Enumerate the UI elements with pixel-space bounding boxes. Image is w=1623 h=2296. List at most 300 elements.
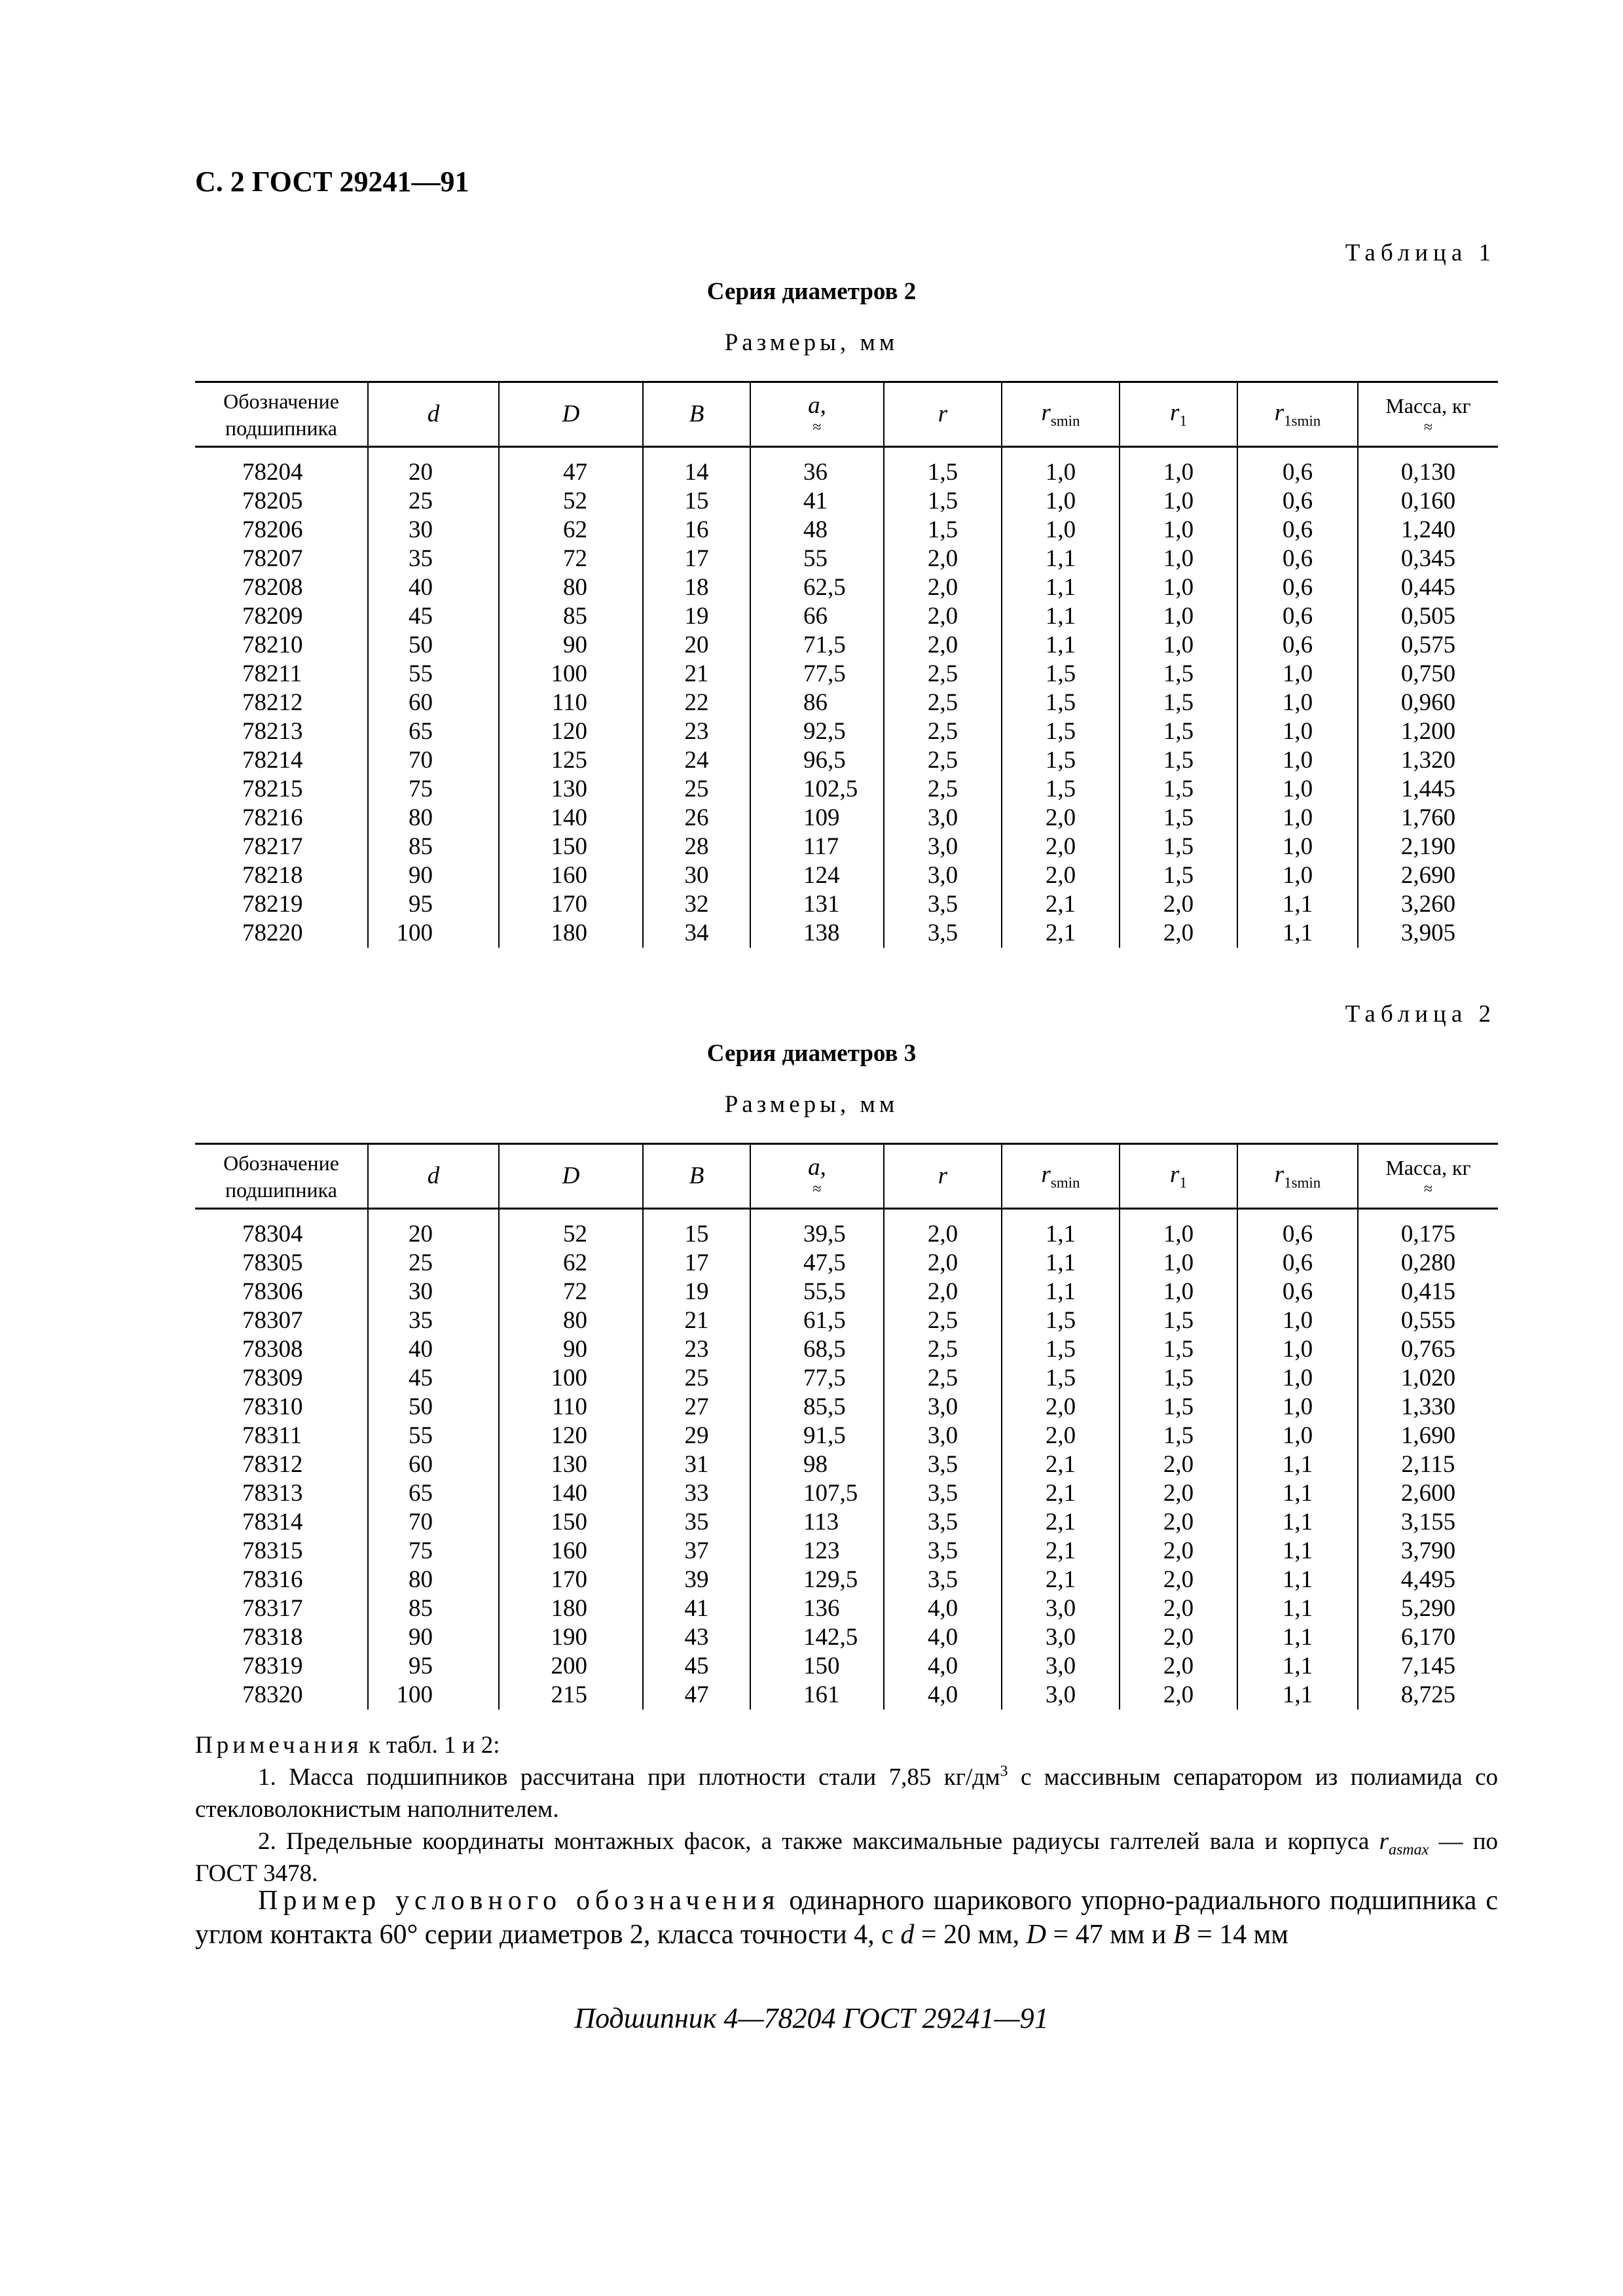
table-cell: 2,0 bbox=[1002, 1422, 1120, 1450]
table-cell: 2,0 bbox=[884, 573, 1002, 602]
table-cell: 47 bbox=[499, 447, 643, 488]
table-cell: 124 bbox=[750, 861, 884, 890]
table-cell: 200 bbox=[499, 1652, 643, 1681]
table-cell: 150 bbox=[750, 1652, 884, 1681]
table-cell: 1,1 bbox=[1237, 1537, 1358, 1566]
table-cell: 78312 bbox=[242, 1451, 303, 1478]
table-cell: 0,960 bbox=[1358, 689, 1498, 717]
table-cell: 65 bbox=[368, 717, 499, 746]
table-cell: 3,0 bbox=[1002, 1623, 1120, 1652]
table-cell: 4,0 bbox=[884, 1652, 1002, 1681]
table-cell: 2,1 bbox=[1002, 1479, 1120, 1508]
table-cell: 78217 bbox=[242, 833, 303, 860]
column-header bbox=[1358, 382, 1498, 447]
table-cell: 78204 bbox=[242, 459, 303, 486]
table-cell: 110 bbox=[499, 689, 643, 717]
column-header bbox=[368, 382, 499, 447]
table-cell: 78313 bbox=[242, 1480, 303, 1507]
table-cell: 3,5 bbox=[884, 1450, 1002, 1479]
table-cell: 71,5 bbox=[750, 631, 884, 660]
table-cell: 170 bbox=[499, 1566, 643, 1594]
table-cell: 1,5 bbox=[1002, 717, 1120, 746]
table-cell: 140 bbox=[499, 804, 643, 833]
table-cell: 1,760 bbox=[1358, 804, 1498, 833]
table-cell: 60 bbox=[368, 1450, 499, 1479]
table-cell: 3,5 bbox=[884, 1537, 1002, 1566]
table-cell: 2,0 bbox=[884, 631, 1002, 660]
table-row bbox=[195, 487, 1498, 516]
table-cell: 2,1 bbox=[1002, 890, 1120, 919]
table-cell: 1,0 bbox=[1237, 1393, 1358, 1422]
column-header bbox=[750, 1144, 884, 1209]
table-cell: 2,0 bbox=[1120, 919, 1237, 948]
table-cell: 2,5 bbox=[884, 717, 1002, 746]
column-header bbox=[368, 1144, 499, 1209]
table-cell: 0,765 bbox=[1358, 1335, 1498, 1364]
example-lead: Пример условного обозначения bbox=[258, 1886, 780, 1916]
table-cell: 62 bbox=[499, 1249, 643, 1278]
table-cell: 70 bbox=[368, 1508, 499, 1537]
table-cell: 95 bbox=[368, 1652, 499, 1681]
table-cell: 47,5 bbox=[750, 1249, 884, 1278]
column-header-symbol: r bbox=[1041, 1160, 1051, 1188]
table-cell: 40 bbox=[368, 1335, 499, 1364]
table-cell: 72 bbox=[499, 1278, 643, 1306]
column-header-symbol: a, bbox=[808, 1153, 826, 1181]
table-cell: 0,6 bbox=[1237, 573, 1358, 602]
table-row bbox=[195, 1594, 1498, 1623]
table-cell: 2,1 bbox=[1002, 919, 1120, 948]
table-cell: 1,5 bbox=[1002, 746, 1120, 775]
table-cell: 1,5 bbox=[1120, 1422, 1237, 1450]
table-cell: 61,5 bbox=[750, 1306, 884, 1335]
table-cell: 78205 bbox=[242, 488, 303, 514]
table-cell: 1,020 bbox=[1358, 1364, 1498, 1393]
table-cell: 2,0 bbox=[884, 1209, 1002, 1249]
table-cell: 27 bbox=[643, 1393, 750, 1422]
table-cell: 1,0 bbox=[1237, 861, 1358, 890]
table-cell: 1,0 bbox=[1120, 487, 1237, 516]
column-header-approx: ≈ bbox=[812, 419, 822, 437]
column-header-symbol: r bbox=[938, 1162, 948, 1190]
table-cell: 129,5 bbox=[750, 1566, 884, 1594]
table-cell: 0,6 bbox=[1237, 447, 1358, 488]
table-cell: 1,0 bbox=[1237, 660, 1358, 689]
table-cell: 1,0 bbox=[1237, 746, 1358, 775]
table-cell: 109 bbox=[750, 804, 884, 833]
table-cell: 35 bbox=[368, 1306, 499, 1335]
table-cell: 15 bbox=[643, 487, 750, 516]
table-cell: 1,0 bbox=[1120, 516, 1237, 545]
table-cell: 2,0 bbox=[1120, 1508, 1237, 1537]
table-cell: 3,0 bbox=[1002, 1681, 1120, 1710]
table-cell: 35 bbox=[368, 545, 499, 573]
table-cell: 78309 bbox=[242, 1365, 303, 1391]
table-cell: 75 bbox=[368, 1537, 499, 1566]
table-cell: 68,5 bbox=[750, 1335, 884, 1364]
table-row bbox=[195, 1209, 1498, 1249]
table-cell: 3,5 bbox=[884, 1508, 1002, 1537]
table-row bbox=[195, 1537, 1498, 1566]
table-cell: 1,5 bbox=[884, 487, 1002, 516]
table-cell: 25 bbox=[368, 487, 499, 516]
table-cell: 2,115 bbox=[1358, 1450, 1498, 1479]
table-cell: 78304 bbox=[242, 1221, 303, 1247]
table2-subtitle: Размеры, мм bbox=[724, 1091, 899, 1118]
table-cell: 180 bbox=[499, 919, 643, 948]
column-header-subscript: 1 bbox=[1179, 1174, 1187, 1191]
table-cell: 15 bbox=[643, 1209, 750, 1249]
table-cell: 1,5 bbox=[1120, 804, 1237, 833]
column-header-symbol: r bbox=[1274, 1160, 1285, 1188]
column-header-symbol: D bbox=[562, 1162, 580, 1190]
table-cell: 1,0 bbox=[1002, 487, 1120, 516]
table-cell: 1,1 bbox=[1237, 1566, 1358, 1594]
table-cell: 20 bbox=[368, 1209, 499, 1249]
table-cell: 19 bbox=[643, 1278, 750, 1306]
table-cell: 2,0 bbox=[1120, 1537, 1237, 1566]
table-cell: 123 bbox=[750, 1537, 884, 1566]
column-header bbox=[1120, 1144, 1237, 1209]
table-cell: 32 bbox=[643, 890, 750, 919]
column-header bbox=[1237, 1144, 1358, 1209]
table-cell: 0,415 bbox=[1358, 1278, 1498, 1306]
table-cell: 6,170 bbox=[1358, 1623, 1498, 1652]
table-row bbox=[195, 1422, 1498, 1450]
table-cell: 50 bbox=[368, 631, 499, 660]
table-row bbox=[195, 602, 1498, 631]
column-header-symbol: r bbox=[1274, 399, 1285, 426]
table-cell: 1,5 bbox=[1120, 689, 1237, 717]
note-2: 2. Предельные координаты монтажных фасок, а также максимальные радиусы галтелей вала и корпуса $r_{asmax}$ — по ГОСТ 3478. bbox=[195, 1828, 1499, 1887]
table-cell: 180 bbox=[499, 1594, 643, 1623]
table-cell: 52 bbox=[499, 1209, 643, 1249]
table-cell: 1,0 bbox=[1002, 447, 1120, 488]
column-header-symbol: D bbox=[562, 401, 580, 428]
column-header-name: Масса, кг bbox=[1385, 393, 1471, 418]
table-cell: 2,1 bbox=[1002, 1566, 1120, 1594]
table-row bbox=[195, 1249, 1498, 1278]
table-cell: 1,1 bbox=[1002, 631, 1120, 660]
table-row bbox=[195, 1508, 1498, 1537]
table-row bbox=[195, 1278, 1498, 1306]
table-cell: 78311 bbox=[242, 1422, 302, 1449]
table-cell: 1,0 bbox=[1237, 804, 1358, 833]
table-cell: 131 bbox=[750, 890, 884, 919]
table-cell: 0,345 bbox=[1358, 545, 1498, 573]
table-cell: 0,160 bbox=[1358, 487, 1498, 516]
table-cell: 2,600 bbox=[1358, 1479, 1498, 1508]
column-header-symbol: B bbox=[689, 401, 704, 428]
column-header-approx: ≈ bbox=[1423, 419, 1433, 437]
table-cell: 78310 bbox=[242, 1393, 303, 1420]
table-cell: 2,5 bbox=[884, 1306, 1002, 1335]
table-cell: 1,0 bbox=[1002, 516, 1120, 545]
table-cell: 130 bbox=[499, 775, 643, 804]
table-row bbox=[195, 804, 1498, 833]
table-cell: 1,1 bbox=[1002, 1278, 1120, 1306]
column-header-symbol: B bbox=[689, 1162, 704, 1190]
table-cell: 55,5 bbox=[750, 1278, 884, 1306]
table-cell: 1,0 bbox=[1120, 1278, 1237, 1306]
table-cell: 3,0 bbox=[884, 1393, 1002, 1422]
table-cell: 0,445 bbox=[1358, 573, 1498, 602]
table-cell: 0,575 bbox=[1358, 631, 1498, 660]
table-cell: 0,6 bbox=[1237, 516, 1358, 545]
table-cell: 62 bbox=[499, 516, 643, 545]
table-cell: 33 bbox=[643, 1479, 750, 1508]
table-row bbox=[195, 1681, 1498, 1710]
table-cell: 107,5 bbox=[750, 1479, 884, 1508]
table-cell: 0,505 bbox=[1358, 602, 1498, 631]
table-cell: 3,790 bbox=[1358, 1537, 1498, 1566]
table-cell: 22 bbox=[643, 689, 750, 717]
column-header bbox=[195, 1144, 368, 1209]
table-cell: 1,0 bbox=[1120, 631, 1237, 660]
table-cell: 90 bbox=[499, 1335, 643, 1364]
column-header bbox=[1358, 1144, 1498, 1209]
table-row bbox=[195, 516, 1498, 545]
table-cell: 90 bbox=[368, 1623, 499, 1652]
table-cell: 1,1 bbox=[1237, 1508, 1358, 1537]
table-cell: 2,0 bbox=[1120, 890, 1237, 919]
table-row bbox=[195, 1652, 1498, 1681]
table-cell: 90 bbox=[499, 631, 643, 660]
table-cell: 78316 bbox=[242, 1566, 303, 1593]
table-cell: 55 bbox=[368, 1422, 499, 1450]
table-cell: 0,750 bbox=[1358, 660, 1498, 689]
notes-heading: Примечания bbox=[195, 1732, 363, 1759]
table-row bbox=[195, 890, 1498, 919]
table-cell: 1,320 bbox=[1358, 746, 1498, 775]
table-cell: 40 bbox=[368, 573, 499, 602]
table-cell: 1,0 bbox=[1120, 573, 1237, 602]
table-cell: 0,175 bbox=[1358, 1209, 1498, 1249]
table-cell: 80 bbox=[368, 804, 499, 833]
table-cell: 140 bbox=[499, 1479, 643, 1508]
column-header-subscript: 1 bbox=[1179, 412, 1187, 429]
table-cell: 1,1 bbox=[1002, 1209, 1120, 1249]
table-cell: 2,0 bbox=[1120, 1594, 1237, 1623]
table-cell: 215 bbox=[499, 1681, 643, 1710]
table2-label: Таблица 2 bbox=[1345, 1001, 1496, 1028]
table-cell: 8,725 bbox=[1358, 1681, 1498, 1710]
table-cell: 160 bbox=[499, 861, 643, 890]
table-cell: 190 bbox=[499, 1623, 643, 1652]
table-cell: 100 bbox=[368, 919, 499, 948]
table-cell: 1,0 bbox=[1120, 447, 1237, 488]
page-header: С. 2 ГОСТ 29241—91 bbox=[195, 166, 469, 198]
table-cell: 1,0 bbox=[1237, 689, 1358, 717]
table1-title: Серия диаметров 2 bbox=[706, 278, 917, 305]
table-row bbox=[195, 660, 1498, 689]
table-cell: 43 bbox=[643, 1623, 750, 1652]
table-cell: 47 bbox=[643, 1681, 750, 1710]
table-cell: 1,445 bbox=[1358, 775, 1498, 804]
table-row bbox=[195, 1450, 1498, 1479]
column-header bbox=[1002, 382, 1120, 447]
table-cell: 4,0 bbox=[884, 1594, 1002, 1623]
column-header-name: Масса, кг bbox=[1385, 1155, 1471, 1179]
table-cell: 26 bbox=[643, 804, 750, 833]
table-cell: 3,0 bbox=[884, 861, 1002, 890]
table-cell: 78314 bbox=[242, 1509, 303, 1535]
table-cell: 2,5 bbox=[884, 746, 1002, 775]
table-cell: 60 bbox=[368, 689, 499, 717]
table-cell: 28 bbox=[643, 833, 750, 861]
table-row bbox=[195, 631, 1498, 660]
table-row bbox=[195, 1364, 1498, 1393]
table-cell: 1,200 bbox=[1358, 717, 1498, 746]
table-cell: 78218 bbox=[242, 862, 303, 889]
table-cell: 1,5 bbox=[1120, 1335, 1237, 1364]
table-cell: 48 bbox=[750, 516, 884, 545]
table-cell: 78216 bbox=[242, 804, 303, 831]
table-cell: 77,5 bbox=[750, 660, 884, 689]
table-cell: 1,5 bbox=[884, 447, 1002, 488]
table-cell: 78319 bbox=[242, 1653, 303, 1679]
table-cell: 130 bbox=[499, 1450, 643, 1479]
table-cell: 2,0 bbox=[1002, 833, 1120, 861]
table-cell: 3,0 bbox=[884, 833, 1002, 861]
table-cell: 1,0 bbox=[1120, 1249, 1237, 1278]
table-cell: 78318 bbox=[242, 1624, 303, 1651]
table-cell: 86 bbox=[750, 689, 884, 717]
table-cell: 1,5 bbox=[1002, 689, 1120, 717]
table-cell: 62,5 bbox=[750, 573, 884, 602]
table-cell: 1,5 bbox=[1002, 1364, 1120, 1393]
table-cell: 1,0 bbox=[1237, 775, 1358, 804]
table-cell: 78213 bbox=[242, 718, 303, 745]
table-cell: 2,1 bbox=[1002, 1450, 1120, 1479]
table-cell: 80 bbox=[499, 573, 643, 602]
table-cell: 161 bbox=[750, 1681, 884, 1710]
table-cell: 45 bbox=[368, 602, 499, 631]
table-cell: 1,5 bbox=[1120, 717, 1237, 746]
table-cell: 92,5 bbox=[750, 717, 884, 746]
table-cell: 0,555 bbox=[1358, 1306, 1498, 1335]
table-cell: 1,690 bbox=[1358, 1422, 1498, 1450]
table-row bbox=[195, 1566, 1498, 1594]
table-cell: 78315 bbox=[242, 1537, 303, 1564]
table-cell: 142,5 bbox=[750, 1623, 884, 1652]
table-cell: 1,330 bbox=[1358, 1393, 1498, 1422]
table-cell: 100 bbox=[499, 660, 643, 689]
table-cell: 17 bbox=[643, 1249, 750, 1278]
column-header bbox=[884, 1144, 1002, 1209]
column-header bbox=[1120, 382, 1237, 447]
table-cell: 2,0 bbox=[884, 1278, 1002, 1306]
table-cell: 1,5 bbox=[1120, 775, 1237, 804]
table-cell: 72 bbox=[499, 545, 643, 573]
table-cell: 3,260 bbox=[1358, 890, 1498, 919]
table-cell: 1,1 bbox=[1237, 1681, 1358, 1710]
table-cell: 2,0 bbox=[1002, 1393, 1120, 1422]
table-cell: 75 bbox=[368, 775, 499, 804]
table-cell: 78306 bbox=[242, 1278, 303, 1305]
table-cell: 150 bbox=[499, 833, 643, 861]
table-cell: 35 bbox=[643, 1508, 750, 1537]
table-row bbox=[195, 746, 1498, 775]
example-designation: Подшипник 4—78204 ГОСТ 29241—91 bbox=[574, 2002, 1049, 2034]
table1-subtitle: Размеры, мм bbox=[724, 329, 899, 356]
notes-heading-rest: к табл. 1 и 2: bbox=[368, 1732, 500, 1759]
table-cell: 1,1 bbox=[1237, 919, 1358, 948]
column-header-symbol: d bbox=[427, 1162, 440, 1190]
table-cell: 120 bbox=[499, 1422, 643, 1450]
table-cell: 30 bbox=[368, 516, 499, 545]
table-cell: 0,6 bbox=[1237, 1278, 1358, 1306]
table-cell: 125 bbox=[499, 746, 643, 775]
table-cell: 34 bbox=[643, 919, 750, 948]
table-cell: 2,0 bbox=[1120, 1479, 1237, 1508]
table-cell: 4,0 bbox=[884, 1681, 1002, 1710]
table-cell: 78219 bbox=[242, 891, 303, 918]
table-cell: 55 bbox=[368, 660, 499, 689]
table-cell: 2,690 bbox=[1358, 861, 1498, 890]
table-row bbox=[195, 689, 1498, 717]
table-cell: 17 bbox=[643, 545, 750, 573]
table-cell: 2,1 bbox=[1002, 1537, 1120, 1566]
column-header bbox=[1002, 1144, 1120, 1209]
table-cell: 1,1 bbox=[1237, 890, 1358, 919]
table-cell: 4,0 bbox=[884, 1623, 1002, 1652]
table-cell: 3,0 bbox=[884, 804, 1002, 833]
table-cell: 41 bbox=[750, 487, 884, 516]
table-cell: 78320 bbox=[242, 1681, 303, 1708]
table-row bbox=[195, 919, 1498, 948]
table-row bbox=[195, 545, 1498, 573]
table-cell: 1,5 bbox=[1120, 833, 1237, 861]
table-cell: 78215 bbox=[242, 776, 303, 802]
table-cell: 78212 bbox=[242, 689, 303, 716]
table-cell: 1,1 bbox=[1002, 1249, 1120, 1278]
table-cell: 1,0 bbox=[1120, 602, 1237, 631]
column-header bbox=[195, 382, 368, 447]
table-cell: 1,0 bbox=[1237, 1422, 1358, 1450]
table-cell: 78207 bbox=[242, 545, 303, 572]
table-cell: 1,5 bbox=[1002, 1306, 1120, 1335]
table-cell: 14 bbox=[643, 447, 750, 488]
table-cell: 95 bbox=[368, 890, 499, 919]
table-cell: 20 bbox=[368, 447, 499, 488]
table-cell: 1,1 bbox=[1002, 602, 1120, 631]
table-cell: 2,0 bbox=[884, 602, 1002, 631]
table-cell: 21 bbox=[643, 660, 750, 689]
table-cell: 170 bbox=[499, 890, 643, 919]
table-cell: 78208 bbox=[242, 574, 303, 601]
column-header-subscript: smin bbox=[1050, 412, 1080, 429]
table-cell: 102,5 bbox=[750, 775, 884, 804]
table-cell: 25 bbox=[643, 1364, 750, 1393]
table-cell: 1,1 bbox=[1237, 1652, 1358, 1681]
table-cell: 18 bbox=[643, 573, 750, 602]
example-paragraph: Пример условного обозначения одинарного шарикового упорно-радиального подшипника с углом контакта 60° серии диаметров 2, класса точности 4, с d = 20 мм, D = 47 мм и B = 14 мм bbox=[195, 1886, 1498, 1950]
column-header-approx: ≈ bbox=[812, 1181, 822, 1198]
table-cell: 150 bbox=[499, 1508, 643, 1537]
table-cell: 1,1 bbox=[1237, 1450, 1358, 1479]
column-header bbox=[1237, 382, 1358, 447]
column-header-subscript: 1smin bbox=[1284, 412, 1321, 429]
table-cell: 39,5 bbox=[750, 1209, 884, 1249]
table-row bbox=[195, 1393, 1498, 1422]
table-row bbox=[195, 775, 1498, 804]
notes bbox=[195, 1729, 1498, 1890]
table-cell: 3,905 bbox=[1358, 919, 1498, 948]
table-cell: 1,1 bbox=[1237, 1594, 1358, 1623]
column-header-subscript: 1smin bbox=[1284, 1174, 1321, 1191]
table-cell: 78214 bbox=[242, 747, 303, 774]
